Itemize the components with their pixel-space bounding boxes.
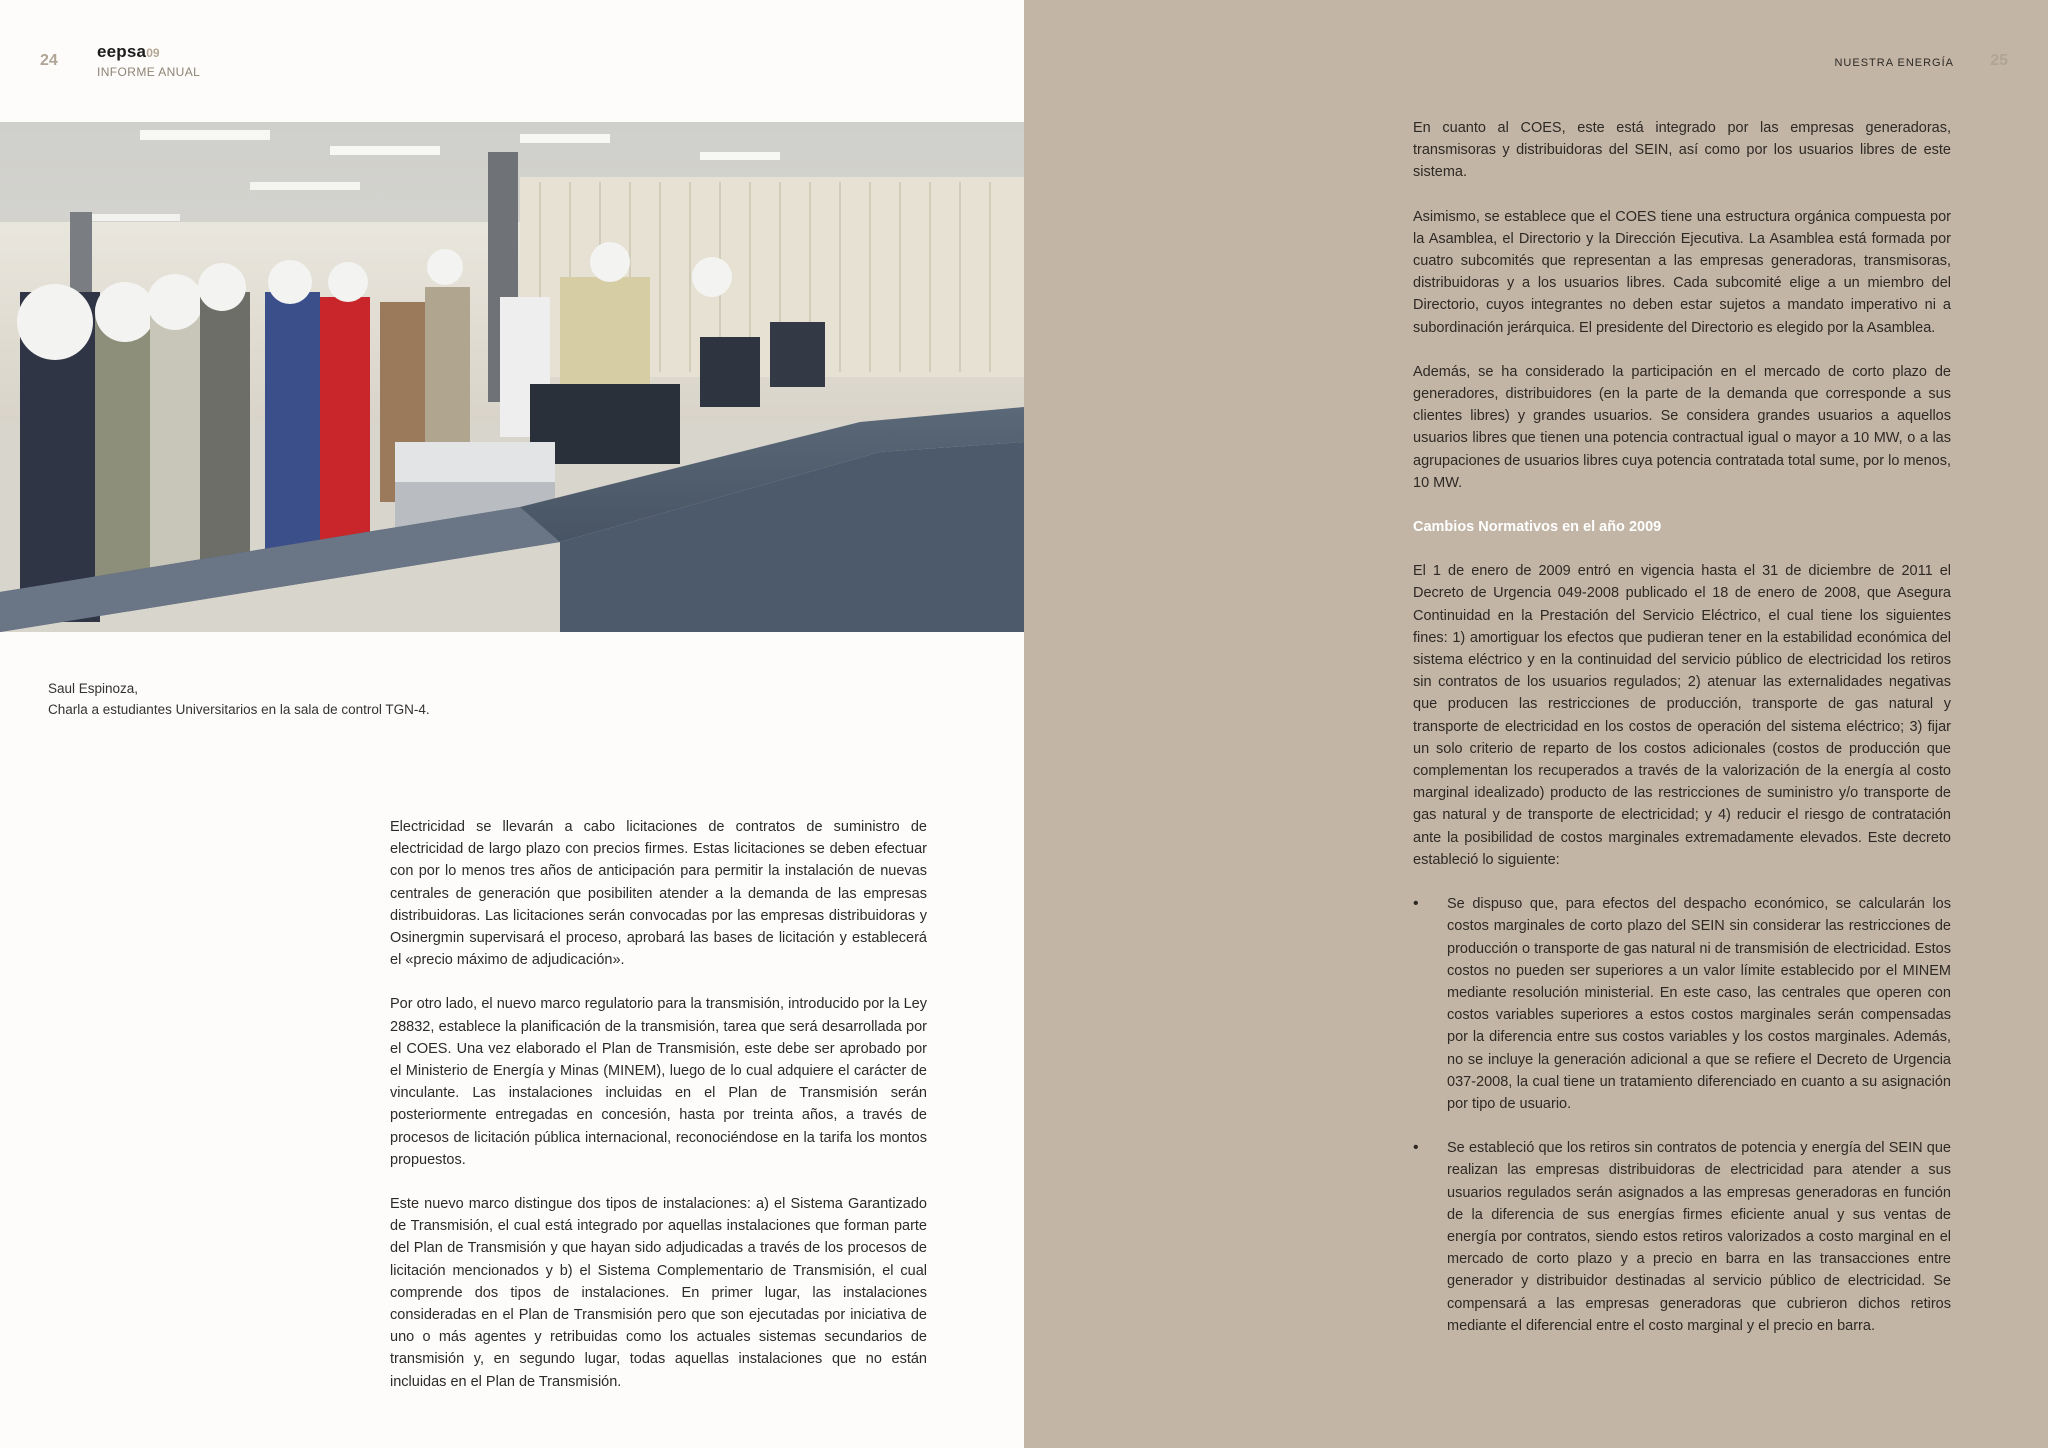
bullet-list [1413,893,1951,1337]
right-paragraph-1: En cuanto al COES, este está integrado por las empresas generadoras, transmisoras y distribuidoras del SEIN, así como por los usuarios libres de este sistema. [1413,120,1951,181]
right-paragraph-2: Asimismo, se establece que el COES tiene una estructura orgánica compuesta por la Asamblea, el Directorio y la Dirección Ejecutiva. La Asamblea está formada por cuatro subcomités que representan a las empresas generadoras, transmisoras, distribuidoras y a los usuarios libres. Cada subcomité elige a un miembro del Directorio, cuyos integrantes no deben estar sujetos a mandato imperativo ni a subordinación jerárquica. El presidente del Directorio es elegido por la Asamblea. [1413,208,1951,336]
right-paragraph-3: Además, se ha considerado la participación en el mercado de corto plazo de generadores, distribuidores (en la parte de la demanda que corresponde a sus clientes libres) y grandes usuarios. Se considera grandes usuarios a aquellos usuarios libres que tienen una potencia contractual igual o mayor a 10 MW, o a las agrupaciones de usuarios libres cuya potencia contratada total sume, por lo menos, 10 MW. [1413,363,1951,491]
brand-logo [97,42,200,79]
brand-year: 09 [146,46,160,60]
control-room-photo [0,122,1024,632]
left-paragraph-2: Por otro lado, el nuevo marco regulatorio para la transmisión, introducido por la Ley 28832, establece la planificación de la transmisión, tarea que será desarrollada por el COES. Una vez elaborado el Plan de Transmisión, este debe ser aprobado por el Ministerio de Energía y Minas (MINEM), luego de lo cual adquiere el carácter de vinculante. Las instalaciones incluidas en el Plan de Transmisión serán posteriormente entregadas en concesión, hasta por treinta años, a través de procesos de licitación pública internacional, reconociéndose en la tarifa los montos propuestos. [390,996,927,1168]
bullet-item-2: • Se estableció que los retiros sin contratos de potencia y energía del SEIN que realizan las empresas distribuidoras de electricidad para atender a sus usuarios regulados serán asignados a las empresas generadoras en función de la diferencia de sus energías firmes eficiente anual y sus ventas de energía por contratos, siendo estos retiros valorizados a costo marginal en el mercado de corto plazo y a precio en barra en las transacciones entre generador y distribuidor destinadas al servicio público de electricidad. Se compensará a las empresas generadoras que cubrieron dichos retiros mediante el diferencial entre el costo marginal y el precio en barra. [1413,1137,1951,1337]
left-paragraph-3: Este nuevo marco distingue dos tipos de instalaciones: a) el Sistema Garantizado de Transmisión, el cual está integrado por aquellas instalaciones que forman parte del Plan de Transmisión y que hayan sido adjudicadas a través de los procesos de licitación mencionados y b) el Sistema Complementario de Transmisión, el cual comprende dos tipos de instalaciones. En primer lugar, las instalaciones consideradas en el Plan de Transmisión pero que son ejecutadas por iniciativa de uno o más agentes y retribuidas como los actuales sistemas secundarios de transmisión y, en segundo lugar, todas aquellas instalaciones que no están incluidas en el Plan de Transmisión. [390,1196,927,1390]
right-text-column [1413,117,1951,1359]
brand-name: eepsa [97,42,147,61]
caption-line-2: Charla a estudiantes Universitarios en la sala de control TGN-4. [48,702,430,717]
left-text-column [390,816,927,1415]
section-heading: Cambios Normativos en el año 2009 [1413,519,1662,536]
brand-subtitle: INFORME ANUAL [97,65,201,79]
caption-line-1: Saul Espinoza, [48,681,139,696]
section-title: NUESTRA ENERGÍA [1834,57,1954,69]
right-paragraph-4: El 1 de enero de 2009 entró en vigencia hasta el 31 de diciembre de 2011 el Decreto de Urgencia 049-2008 publicado el 18 de enero de 2008, que Asegura Continuidad en la Prestación del Servicio Eléctrico, el cual tiene los siguientes fines: 1) amortiguar los efectos que pudieran tener en la estabilidad económica del sistema eléctrico y en la continuidad del servicio público de electricidad los retiros sin contratos de los usuarios regulados; 2) atenuar las externalidades negativas que producen las restricciones de producción, transporte de gas natural y transporte de electricidad en los costos de operación del sistema eléctrico; 3) fijar un solo criterio de reparto de los costos adicionales (costos de producción que complementan los recuperados a través de la valorización de la energía al costo marginal idealizado) producto de las restricciones de suministro y/o transporte de gas natural y de transporte de electricidad; y 4) reducir el riesgo de contratación ante la posibilidad de costos marginales extremadamente elevados. Este decreto estableció lo siguiente: [1413,563,1951,868]
left-paragraph-1: Electricidad se llevarán a cabo licitaciones de contratos de suministro de electricidad de largo plazo con precios firmes. Estas licitaciones se deben efectuar con por lo menos tres años de anticipación para permitir la instalación de nuevas centrales de generación que posibiliten atender a la demanda de las empresas distribuidoras. Las licitaciones serán convocadas por las empresas distribuidoras y Osinergmin supervisará el proceso, aprobará las bases de licitación y establecerá el «precio máximo de adjudicación». [390,819,927,969]
bullet-item-1: • Se dispuso que, para efectos del despacho económico, se calcularán los costos marginales de corto plazo del SEIN sin considerar las restricciones de producción o transporte de gas natural ni de transmisión de electricidad. Estos costos no pueden ser superiores a un valor límite establecido por el MINEM mediante resolución ministerial. En este caso, las centrales que operen con costos variables superiores a estos costos marginales serán compensadas por la diferencia entre sus costos variables y los costos marginales. Además, no se incluye la generación adicional a que se refiere el Decreto de Urgencia 037-2008, la cual tiene un tratamiento diferenciado en cuanto a su asignación por tipo de usuario. [1413,893,1951,1115]
right-page-number: 25 [1990,52,2008,69]
left-page-number: 24 [40,52,58,69]
photo-caption [48,678,430,720]
